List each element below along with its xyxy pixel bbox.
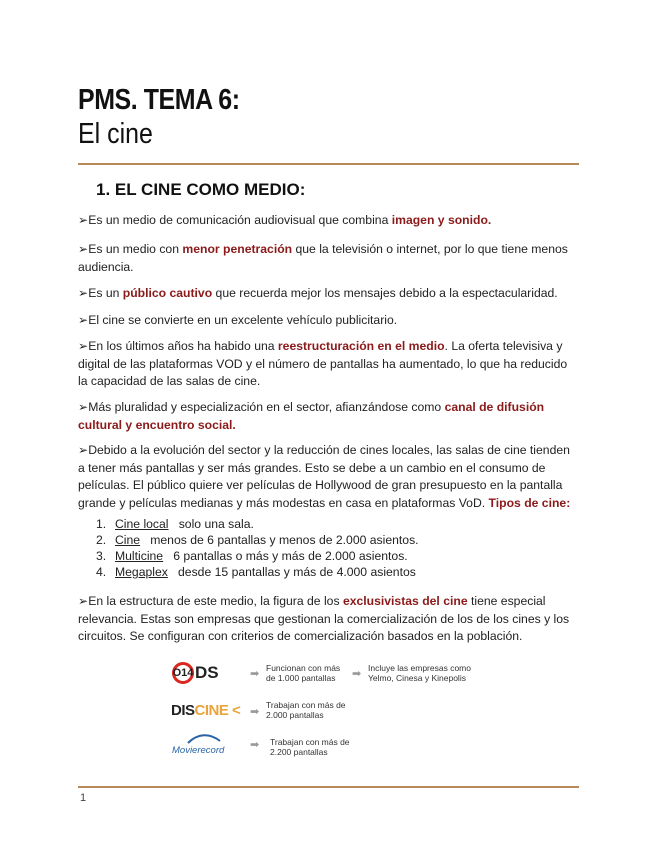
paragraph-7: ➢Debido a la evolución del sector y la reducción de cines locales, las salas de cine tienden a tener más pantallas y ser más grandes. Esto se debe a un cambio en el consumo de películas. El público quiere ver películas de Hollywood de gran presupuesto en la pantalla grande y películas medianas y más modestas en casa en plataformas VoD. Tipos de cine: bbox=[78, 443, 571, 510]
page-subtitle: El cine bbox=[78, 118, 153, 150]
paragraph-4: ➢El cine se convierte en un excelente vehículo publicitario. bbox=[78, 313, 398, 327]
arrow-right-icon: ➡ bbox=[250, 706, 260, 718]
movierecord-mark-icon bbox=[176, 733, 236, 745]
distributor-3-text: Trabajan con más de 2.200 pantallas bbox=[270, 737, 350, 757]
discine-logo: DISCINE < bbox=[171, 702, 241, 719]
distributor-1-text: Funcionan con más de 1.000 pantallas bbox=[266, 663, 341, 683]
list-item: 3. Multicine 6 pantallas o más y más de 2.000 asientos. bbox=[96, 549, 408, 563]
cinema-types-list bbox=[78, 516, 419, 580]
arrow-right-icon: ➡ bbox=[352, 668, 362, 680]
list-item: 1. Cine local solo una sala. bbox=[96, 517, 254, 531]
paragraph-2: ➢Es un medio con menor penetración que la televisión o internet, por lo que tiene menos audiencia. bbox=[78, 242, 568, 274]
footer-divider bbox=[78, 786, 579, 788]
distributor-1-extra: Incluye las empresas como Yelmo, Cinesa y Kinepolis bbox=[368, 663, 471, 683]
header-divider bbox=[78, 163, 579, 165]
movierecord-logo: Movierecord bbox=[172, 733, 236, 756]
paragraph-8: ➢En la estructura de este medio, la figura de los exclusivistas del cine tiene especial relevancia. Estas son empresas que gestionan la comercialización de los de los cines y los circuitos. Se configuran con criterios de comercialización basados en la población. bbox=[78, 594, 570, 643]
page-number: 1 bbox=[80, 792, 87, 804]
paragraph-3: ➢Es un público cautivo que recuerda mejor los mensajes debido a la espectacularidad. bbox=[78, 286, 558, 300]
arrow-right-icon: ➡ bbox=[250, 739, 260, 751]
distributor-2-text: Trabajan con más de 2.000 pantallas bbox=[266, 700, 346, 720]
paragraph-5: ➢En los últimos años ha habido una reestructuración en el medio. La oferta televisiva y digital de las plataformas VOD y el número de pantallas ha aumentado, lo que ha reducido la capacidad de las salas de cine. bbox=[78, 339, 568, 388]
list-item: 4. Megaplex desde 15 pantallas y más de 4.000 asientos bbox=[96, 565, 416, 579]
section-heading: 1. EL CINE COMO MEDIO: bbox=[96, 180, 306, 199]
page-title: PMS. TEMA 6: bbox=[78, 84, 240, 116]
paragraph-1: ➢Es un medio de comunicación audiovisual que combina imagen y sonido. bbox=[78, 213, 492, 227]
arrow-right-icon: ➡ bbox=[250, 668, 260, 680]
paragraph-6: ➢Más pluralidad y especialización en el sector, afianzándose como canal de difusión cultural y encuentro social. bbox=[78, 400, 545, 432]
list-item: 2. Cine menos de 6 pantallas y menos de 2.000 asientos. bbox=[96, 533, 419, 547]
o14ds-logo: O14 DS bbox=[172, 663, 219, 682]
